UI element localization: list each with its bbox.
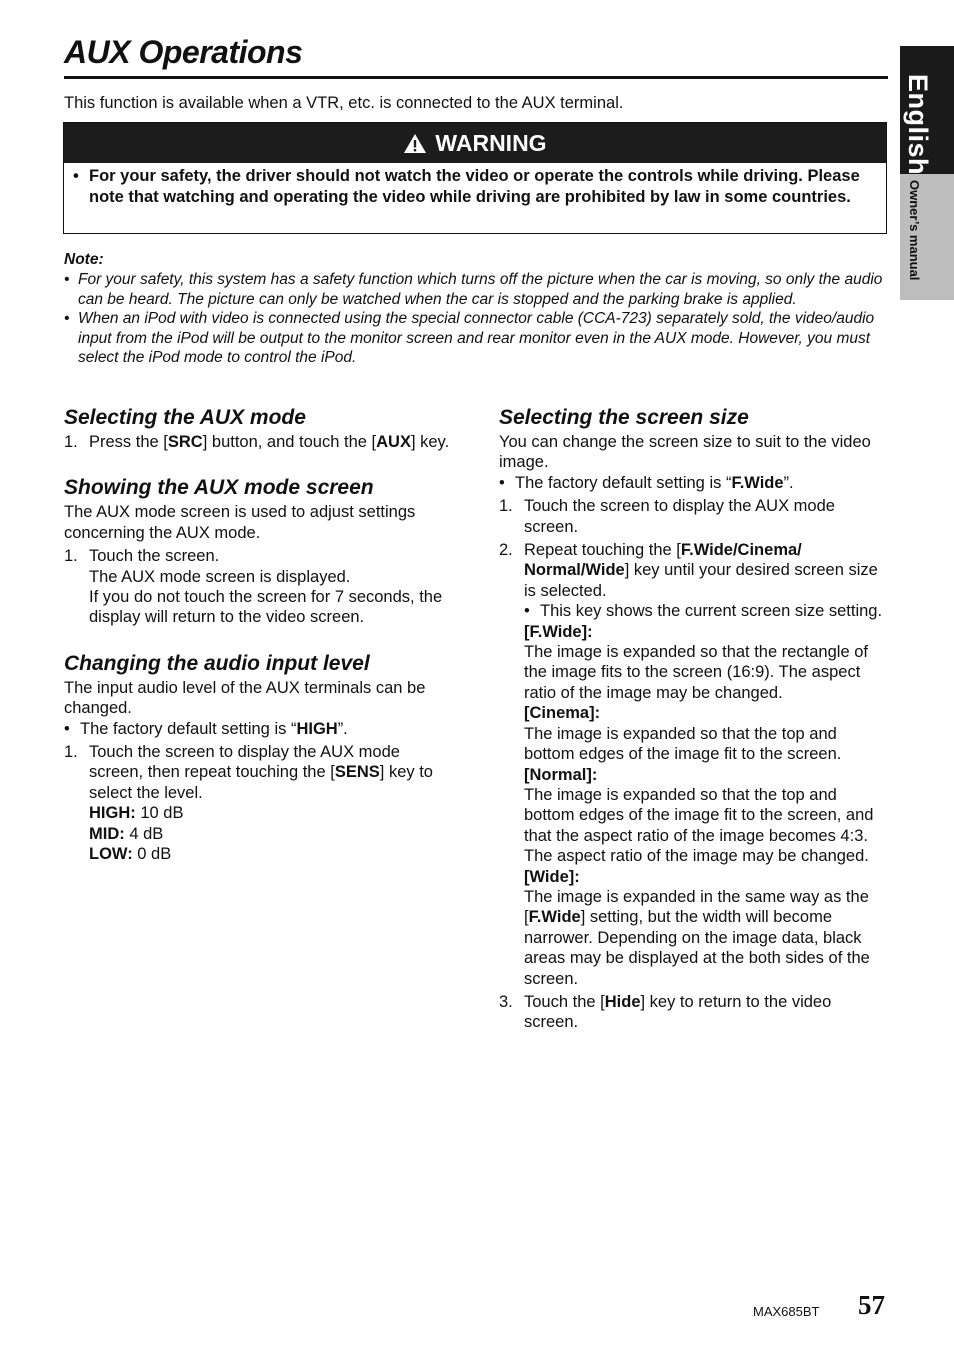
default-text: The factory default setting is “ [515,473,732,492]
mode-text: The image is expanded so that the rectangle of the image fits to the screen (16:9). The aspect ratio of the image may be changed. [524,643,868,702]
note-label: Note: [64,251,104,268]
bullet: • [64,719,70,738]
step-text: Touch the screen to display the AUX mode screen, then repeat touching the [ [89,743,400,782]
key-name: SENS [334,763,380,782]
step-number: 1. [499,497,513,516]
mode-label: [Wide]: [524,867,580,886]
default-text: ”. [783,473,794,492]
mode-entry [524,765,889,867]
default-value: F.Wide [731,473,784,492]
default-setting [499,473,889,493]
step-number: 1. [64,433,78,451]
step-number: 1. [64,743,78,762]
mode-text: The image is expanded so that the top and bottom edges of the image fit to the screen, and that the aspect ratio of the image becomes 4:3. The aspect ratio of the image may be changed. [524,785,874,866]
step-item [499,540,889,989]
key-name: AUX [376,433,411,451]
step-text: Touch the screen. [89,547,220,566]
warning-header [64,123,886,163]
warning-box [63,122,887,234]
title-rule [64,76,888,79]
level-value: 10 dB [135,804,184,823]
key-name: F.Wide/Cinema/ Normal/Wide [524,541,802,580]
step-number: 2. [499,541,513,560]
mode-label: [Normal]: [524,765,598,784]
bullet: • [524,602,530,621]
level-row [89,824,456,844]
warning-body [64,163,886,207]
mode-entry [524,703,889,764]
bullet: • [64,310,70,328]
level-row [89,844,456,864]
note-item [64,309,890,367]
step-text: Touch the [ [524,992,605,1011]
section-heading: Selecting the screen size [499,406,749,429]
mode-text: The image is expanded so that the top and bottom edges of the image fit to the screen. [524,724,842,764]
note-text: When an iPod with video is connected using the special connector cable (CCA-723) separately sold, the video/audio input from the iPod will be output to the monitor screen and rear monitor even in the AUX mode. However, you must select the iPod mode to control the iPod. [78,310,875,367]
step-text: If you do not touch the screen for 7 seconds, the display will return to the video screen. [89,588,443,627]
note-text: For your safety, this system has a safety function which turns off the picture when the car is moving, so only the audio can be heard. The picture can only be watched when the car is stopped and the parking brake is applied. [78,271,883,308]
key-name: SRC [167,433,203,451]
mode-label: [F.Wide]: [524,622,593,641]
bullet: • [499,473,505,492]
mode-entry [524,622,889,704]
section-heading: Showing the AUX mode screen [64,476,374,500]
right-column [499,404,889,1033]
manual-label: Owner’s manual [907,180,922,281]
section-desc: The AUX mode screen is used to adjust settings concerning the AUX mode. [64,503,416,542]
warning-text: For your safety, the driver should not watch the video or operate the controls while driving. Please note that watching and operating the video while driving are prohibited by law in some countries. [89,167,860,206]
sub-bullet-text: This key shows the current screen size setting. [540,602,883,621]
language-label: English [903,74,933,176]
level-row [89,803,456,823]
section-desc: You can change the screen size to suit to the video image. [499,433,871,472]
mode-text: The image is expanded in the same way as the [F.Wide] setting, but the width will become narrower. Depending on the image data, black areas may be displayed at the both sides of the screen. [524,887,870,988]
intro-text: This function is available when a VTR, etc. is connected to the AUX terminal. [64,94,624,112]
step-text: Touch the screen to display the AUX mode screen. [524,497,835,536]
level-label: LOW: [89,845,133,864]
note-block [64,250,890,367]
step-text: Repeat touching the [ [524,541,681,560]
level-label: HIGH: [89,804,136,823]
default-value: HIGH [296,719,338,738]
step-item [499,992,889,1033]
note-item [64,270,890,309]
step-text: ] button, and touch the [ [202,433,377,451]
warning-label: WARNING [435,129,547,156]
step-text: ] key until your desired screen size is selected. [524,561,878,600]
bullet: • [64,271,70,289]
mode-label: [Cinema]: [524,704,601,723]
key-name: F.Wide [528,908,581,927]
step-text: The AUX mode screen is displayed. [89,567,351,586]
bullet: • [73,167,79,185]
left-column [64,404,456,865]
step-text: ] key to return to the video screen. [524,992,832,1032]
mode-entry [524,867,889,989]
default-text: ”. [337,719,348,738]
level-value: 4 dB [124,824,164,843]
level-label: MID: [89,824,125,843]
step-item [64,546,456,628]
model-number: MAX685BT [753,1304,820,1319]
page-number: 57 [858,1290,885,1320]
section-heading: Changing the audio input level [64,651,370,675]
level-value: 0 dB [132,845,172,864]
step-item [64,742,456,864]
section-desc: The input audio level of the AUX terminals can be changed. [64,678,426,718]
warning-triangle-icon [403,133,427,154]
step-number: 1. [64,547,78,566]
step-number: 3. [499,992,513,1011]
default-text: The factory default setting is “ [80,719,297,738]
default-setting [64,719,456,739]
key-name: Hide [604,992,641,1011]
side-tab [900,46,954,300]
step-item [64,432,456,452]
section-heading: Selecting the AUX mode [64,406,306,429]
step-item [499,496,889,537]
sub-bullet [524,601,889,621]
step-text: Press the [ [89,433,168,451]
page-title: AUX Operations [64,34,303,70]
step-text: ] key. [410,433,450,451]
step-text: ] key to select the level. [89,763,433,802]
